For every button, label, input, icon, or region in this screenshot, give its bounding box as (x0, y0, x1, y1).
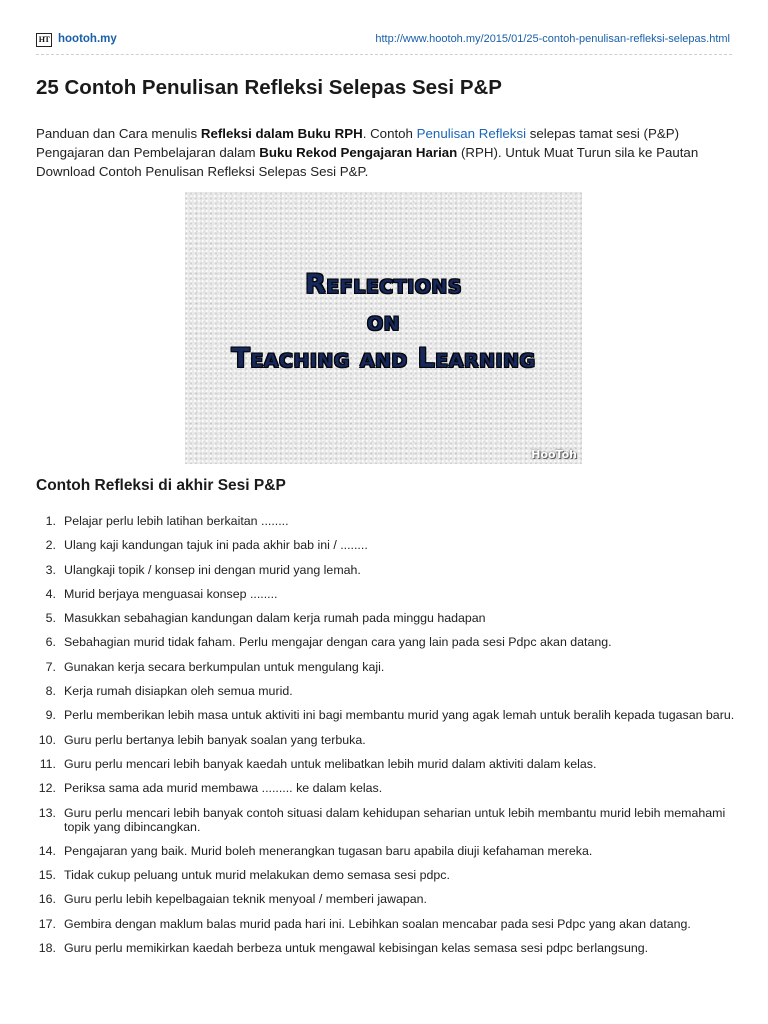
list-item-number: 16. (38, 892, 56, 907)
list-item-number: 11. (39, 756, 56, 771)
list-item-number: 2. (45, 538, 56, 553)
list-item-text: Kerja rumah disiapkan oleh semua murid. (64, 684, 293, 699)
intro-text-2: . Contoh (362, 126, 417, 141)
list-item-number: 9. (45, 708, 56, 723)
list-item-number: 1. (45, 514, 56, 528)
list-item-number: 8. (45, 684, 56, 699)
reflection-list (36, 514, 736, 965)
list-item-number: 12. (38, 781, 56, 796)
list-item-text: Murid berjaya menguasai konsep ........ (64, 586, 278, 601)
list-item-number: 4. (45, 586, 56, 601)
banner-line-1: Reflections (304, 269, 463, 300)
list-item (36, 806, 736, 834)
list-item (36, 917, 736, 931)
list-item-text: Pelajar perlu lebih latihan berkaitan ........ (64, 514, 289, 528)
site-logo-icon: HT (36, 33, 52, 47)
list-item-text: Guru perlu mencari lebih banyak kaedah untuk melibatkan lebih murid dalam aktiviti dalam kelas. (64, 756, 597, 771)
list-item-text: Guru perlu mencari lebih banyak contoh situasi dalam kehidupan seharian untuk lebih membantu murid lebih memahami topik yang dibincangkan. (64, 805, 726, 834)
list-item-text: Perlu memberikan lebih masa untuk aktiviti ini bagi membantu murid yang agak lemah untuk beralih kepada tugasan baru. (64, 708, 735, 723)
intro-text-3: selepas tamat sesi (P&P) Pengajaran dan Pembelajaran dalam (36, 126, 680, 160)
list-item-number: 14. (38, 843, 56, 858)
intro-bold-1: Refleksi dalam Buku RPH (200, 126, 363, 141)
list-item-number: 18. (38, 941, 56, 956)
banner-line-3: Teaching and Learning (231, 343, 536, 374)
list-item-text: Guru perlu bertanya lebih banyak soalan yang terbuka. (64, 732, 366, 747)
site-name-link[interactable]: hootoh.my (58, 33, 117, 45)
list-item (36, 844, 736, 858)
section-heading: Contoh Refleksi di akhir Sesi P&P (36, 477, 286, 494)
list-item-text: Pengajaran yang baik. Murid boleh menerangkan tugasan baru apabila diuji kefahaman mereka. (64, 843, 593, 858)
list-item (36, 733, 736, 747)
list-item-number: 7. (45, 659, 56, 674)
list-item (36, 757, 736, 771)
article-title: 25 Contoh Penulisan Refleksi Selepas Sesi P&P (36, 76, 502, 99)
intro-bold-2: Buku Rekod Pengajaran Harian (259, 145, 458, 160)
list-item-text: Gembira dengan maklum balas murid pada hari ini. Lebihkan soalan mencabar pada sesi Pdpc yang akan datang. (64, 916, 691, 931)
list-item-text: Guru perlu memikirkan kaedah berbeza untuk mengawal kebisingan kelas semasa sesi pdpc berlangsung. (64, 941, 649, 956)
list-item-text: Tidak cukup peluang untuk murid melakukan demo semasa sesi pdpc. (64, 868, 450, 883)
list-item (36, 611, 736, 625)
list-item-number: 15. (38, 868, 56, 883)
list-item-number: 13. (38, 805, 56, 820)
list-item (36, 868, 736, 882)
intro-text-1: Panduan dan Cara menulis (36, 126, 201, 141)
list-item (36, 708, 736, 722)
banner-line-2: on (366, 306, 401, 337)
list-item-text: Ulangkaji topik / konsep ini dengan murid yang lemah. (64, 562, 361, 577)
list-item (36, 660, 736, 674)
intro-link[interactable]: Penulisan Refleksi (416, 126, 527, 141)
list-item (36, 892, 736, 906)
page-url-link[interactable]: http://www.hootoh.my/2015/01/25-contoh-penulisan-refleksi-selepas.html (375, 33, 730, 45)
list-item-text: Sebahagian murid tidak faham. Perlu mengajar dengan cara yang lain pada sesi Pdpc akan datang. (64, 635, 612, 650)
list-item-number: 10. (38, 732, 56, 747)
list-item-number: 5. (45, 611, 56, 626)
list-item (36, 514, 736, 528)
banner-watermark: HooToh (531, 448, 577, 461)
list-item-number: 17. (38, 916, 56, 931)
article-intro (36, 124, 736, 181)
list-item (36, 635, 736, 649)
list-item-text: Masukkan sebahagian kandungan dalam kerja rumah pada minggu hadapan (64, 611, 486, 626)
list-item-number: 3. (45, 562, 56, 577)
list-item-text: Periksa sama ada murid membawa ......... ke dalam kelas. (64, 781, 383, 796)
header-divider (36, 54, 732, 55)
list-item (36, 941, 736, 955)
list-item-number: 6. (45, 635, 56, 650)
list-item-text: Gunakan kerja secara berkumpulan untuk mengulang kaji. (64, 659, 385, 674)
list-item (36, 587, 736, 601)
banner-heading (185, 266, 582, 377)
page-header (36, 30, 732, 52)
list-item (36, 684, 736, 698)
banner-image (185, 192, 582, 464)
intro-text-4: (RPH). Untuk Muat Turun sila ke Pautan Download Contoh Penulisan Refleksi Selepas Sesi P&P. (36, 145, 699, 179)
list-item (36, 781, 736, 795)
list-item (36, 538, 736, 552)
list-item (36, 563, 736, 577)
list-item-text: Guru perlu lebih kepelbagaian teknik menyoal / memberi jawapan. (64, 892, 427, 907)
list-item-text: Ulang kaji kandungan tajuk ini pada akhir bab ini / ........ (64, 538, 368, 553)
